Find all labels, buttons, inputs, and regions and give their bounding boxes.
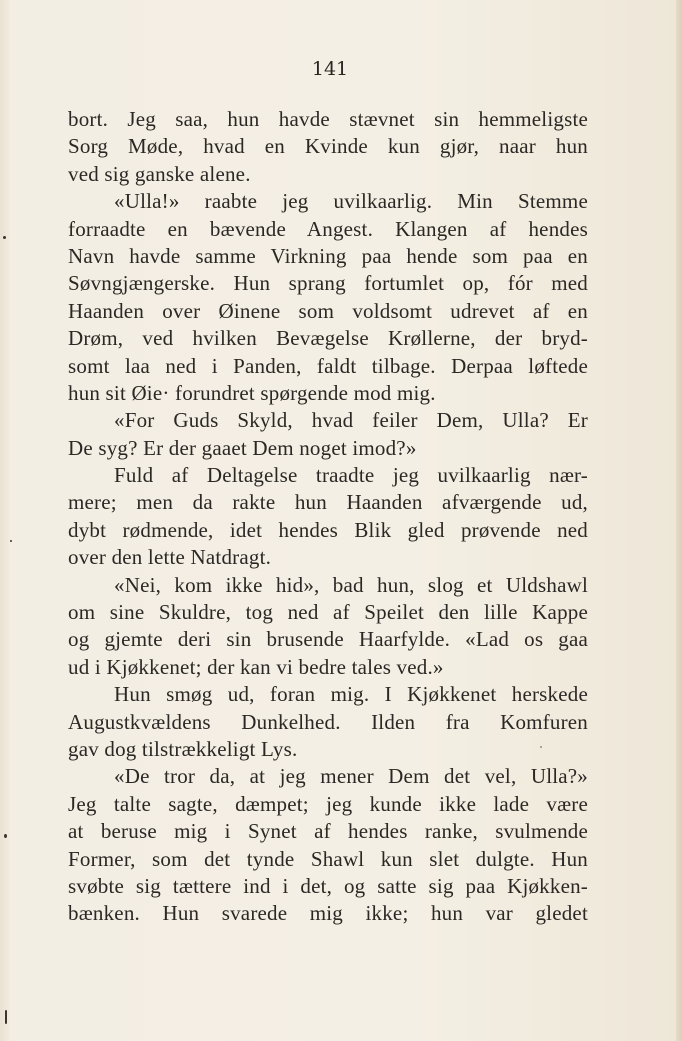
text-line: bort. Jeg saa, hun havde stævnet sin hemmeligste <box>68 107 588 131</box>
text-line: svøbte sig tættere ind i det, og satte sig paa Kjøkken- <box>68 873 588 898</box>
text-line: Sorg Møde, hvad en Kvinde kun gjør, naar hun <box>68 134 588 159</box>
text-line: gav dog tilstrækkeligt Lys. <box>68 736 298 761</box>
text-line: somt laa ned i Panden, faldt tilbage. Derpaa løftede <box>68 353 588 378</box>
text-line: Haanden over Øinene som voldsomt udrevet af en <box>68 298 588 323</box>
paper-speck <box>4 834 7 838</box>
paper-speck <box>10 540 12 542</box>
text-line: Søvngjængerske. Hun sprang fortumlet op, fór med <box>68 271 588 296</box>
text-line: Augustkvældens Dunkelhed. Ilden fra Komfuren <box>68 709 588 734</box>
text-line: Jeg talte sagte, dæmpet; jeg kunde ikke lade være <box>68 791 588 816</box>
paper-speck <box>3 236 6 239</box>
body-text <box>68 106 588 928</box>
text-line: «De tror da, at jeg mener Dem det vel, Ulla?» <box>114 764 588 789</box>
text-line: Fuld af Deltagelse traadte jeg uvilkaarlig nær- <box>114 463 588 488</box>
page-number: 141 <box>311 58 349 80</box>
paper-speck <box>5 1010 7 1024</box>
text-line: og gjemte deri sin brusende Haarfylde. «Lad os gaa <box>68 627 588 652</box>
text-line: ud i Kjøkkenet; der kan vi bedre tales ved.» <box>68 654 444 679</box>
text-line: over den lette Natdragt. <box>68 545 272 570</box>
text-line: «For Guds Skyld, hvad feiler Dem, Ulla? Er <box>114 408 588 433</box>
text-line: Navn havde samme Virkning paa hende som paa en <box>68 243 588 268</box>
text-line: «Ulla!» raabte jeg uvilkaarlig. Min Stemme <box>114 189 588 214</box>
text-line: De syg? Er der gaaet Dem noget imod?» <box>68 435 417 460</box>
page-edge <box>676 0 682 1041</box>
text-line: ved sig ganske alene. <box>68 161 251 186</box>
text-line: mere; men da rakte hun Haanden afværgende ud, <box>68 490 588 515</box>
text-line: Hun smøg ud, foran mig. I Kjøkkenet herskede <box>114 682 588 707</box>
paper-speck <box>540 746 542 748</box>
text-line: Former, som det tynde Shawl kun slet dulgte. Hun <box>68 846 588 871</box>
text-line: Drøm, ved hvilken Bevægelse Krøllerne, der bryd- <box>68 326 588 351</box>
text-line: bænken. Hun svarede mig ikke; hun var gledet <box>68 901 588 926</box>
text-line: forraadte en bævende Angest. Klangen af hendes <box>68 216 588 241</box>
text-line: om sine Skuldre, tog ned af Speilet den lille Kappe <box>68 600 588 625</box>
text-line: hun sit Øie· forundret spørgende mod mig. <box>68 380 436 405</box>
text-line: dybt rødmende, idet hendes Blik gled prøvende ned <box>68 517 588 542</box>
text-line: «Nei, kom ikke hid», bad hun, slog et Uldshawl <box>114 572 588 597</box>
text-line: at beruse mig i Synet af hendes ranke, svulmende <box>68 819 588 844</box>
